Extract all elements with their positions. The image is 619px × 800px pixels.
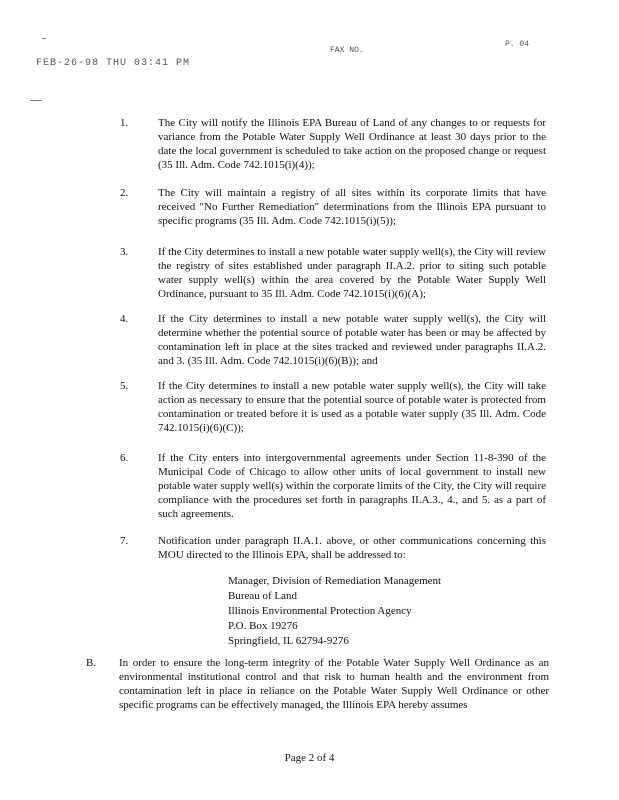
list-item-number: 4.: [120, 313, 129, 325]
list-item-number: 2.: [120, 187, 129, 199]
list-item-text: If the City enters into intergovernmental agreements under Section 11-8-390 of the Municipal Code of Chicago to allow other units of local government to install new potable water supply well(s) within the corporate limits of the City, the City will require compliance with the procedures set forth in paragraphs II.A.3., 4., and 5. as a part of such agreements.: [158, 452, 546, 520]
list-item-text: If the City determines to install a new potable water supply well(s), the City will review the registry of sites established under paragraph II.A.2. prior to siting such potable water supply well(s) within the area covered by the Potable Water Supply Well Ordinance, pursuant to 35 Ill. Adm. Code 742.1015(i)(6)(A);: [158, 246, 546, 300]
fax-header-page: P. 04: [505, 40, 530, 49]
mailing-address: [228, 574, 441, 649]
fax-header-fax-no: FAX NO.: [330, 46, 364, 55]
list-item-text: The City will notify the Illinois EPA Bureau of Land of any changes to or requests for variance from the Potable Water Supply Well Ordinance at least 30 days prior to the date the local government is scheduled to take action on the proposed change or request (35 Ill. Adm. Code 742.1015(i)(4));: [158, 117, 546, 171]
section-b-text: In order to ensure the long-term integrity of the Potable Water Supply Well Ordinance as an environmental institutional control and that risk to human health and the environment from contamination left in place in reliance on the Potable Water Supply Well Ordinance or other specific programs can be effectively managed, the Illinois EPA hereby assumes: [119, 657, 549, 711]
list-item-number: 3.: [120, 246, 129, 258]
address-line: P.O. Box 19276: [228, 620, 298, 632]
address-line: Illinois Environmental Protection Agency: [228, 605, 412, 617]
scan-speck: [30, 100, 42, 101]
list-item-text: If the City determines to install a new potable water supply well(s), the City will determine whether the potential source of potable water has been or may be affected by contamination left in place at the sites tracked and reviewed under paragraphs II.A.2. and 3. (35 Ill. Adm. Code 742.1015(i)(6)(B)); and: [158, 313, 546, 367]
list-item-text: Notification under paragraph II.A.1. above, or other communications concerning this MOU directed to the Illinois EPA, shall be addressed to:: [158, 535, 546, 561]
list-item-text: If the City determines to install a new potable water supply well(s), the City will take action as necessary to ensure that the potential source of potable water is protected from contamination or treated before it is used as a potable water supply (35 Ill. Adm. Code 742.1015(i)(6)(C));: [158, 380, 546, 434]
list-item-number: 6.: [120, 452, 129, 464]
address-line: Bureau of Land: [228, 590, 298, 602]
fax-header: [0, 38, 619, 68]
address-line: Springfield, IL 62794-9276: [228, 635, 349, 647]
list-item-number: 7.: [120, 535, 129, 547]
scan-speck: [42, 38, 46, 39]
list-item-text: The City will maintain a registry of all sites within its corporate limits that have received "No Further Remediation" determinations from the Illinois EPA pursuant to specific programs (35 Ill. Adm. Code 742.1015(i)(5));: [158, 187, 546, 227]
page-number: Page 2 of 4: [284, 752, 335, 764]
list-item-number: 1.: [120, 117, 129, 129]
fax-header-date: FEB-26-98 THU 03:41 PM: [36, 58, 191, 69]
section-b-label: B.: [86, 657, 97, 669]
address-line: Manager, Division of Remediation Management: [228, 575, 442, 587]
list-item-number: 5.: [120, 380, 129, 392]
